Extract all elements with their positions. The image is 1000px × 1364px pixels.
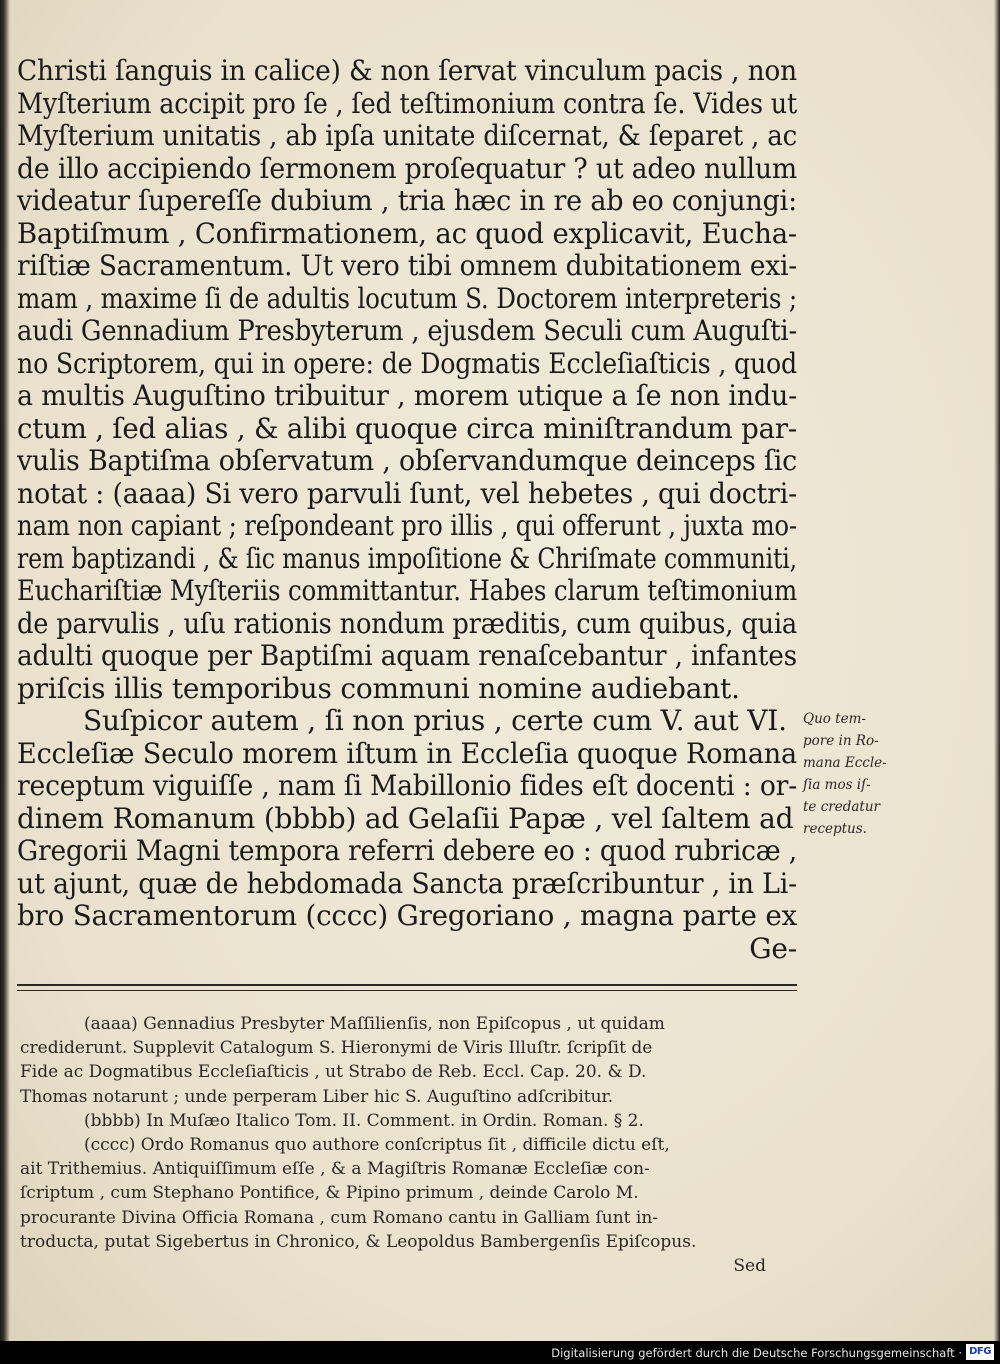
footnote-separator-rule — [17, 984, 797, 991]
text-line: videatur ſupereſſe dubium , tria hæc in re ab eo conjungi: — [17, 185, 797, 217]
text-line: vulis Baptiſma obſervatum , obſervandumque deinceps ſic — [17, 445, 797, 477]
text-line: de illo accipiendo ſermonem proſequatur ? ut adeo nullum — [17, 152, 797, 185]
page-edge-shadow-left — [0, 0, 10, 1341]
text-line: Baptiſmum , Confirmationem, ac quod explicavit, Eucha- — [17, 217, 797, 250]
footnote-line: (bbbb) In Muſæo Italico Tom. II. Comment. in Ordin. Roman. § 2. — [84, 1110, 644, 1131]
footnote-line: ſcriptum , cum Stephano Pontifice, & Pipino primum , deinde Carolo M. — [20, 1183, 639, 1204]
marginal-line: ſia mos iſ- — [803, 777, 871, 793]
marginal-line: Quo tem- — [803, 711, 866, 727]
footnote-line: troducta, putat Sigebertus in Chronico, & Leopoldus Bambergenſis Epiſcopus. — [20, 1231, 697, 1252]
text-line: Myſterium accipit pro ſe , ſed teſtimonium contra ſe. Vides ut — [17, 87, 797, 120]
text-line: adulti quoque per Baptiſmi aquam renaſcebantur , infantes — [17, 640, 797, 672]
text-line: Myſterium unitatis , ab ipſa unitate diſcernat, & ſeparet , ac — [17, 120, 797, 152]
marginal-line: mana Eccle- — [803, 755, 887, 771]
text-line: Gregorii Magni tempora referri debere eo : quod rubricæ , — [17, 835, 797, 867]
text-line: Christi ſanguis in calice) & non ſervat vinculum pacis , non — [17, 55, 797, 87]
marginal-line: pore in Ro- — [803, 733, 879, 749]
text-line: Eccleſiæ Seculo morem iſtum in Eccleſia quoque Romana — [17, 737, 797, 770]
main-text-block — [17, 55, 797, 965]
marginal-line: te credatur — [803, 799, 880, 815]
footnote-line: (cccc) Ordo Romanus quo authore conſcriptus ſit , difficile dictu eſt, — [84, 1134, 670, 1155]
text-line: riſtiæ Sacramentum. Ut vero tibi omnem dubitationem exi- — [17, 250, 797, 282]
footnote-line: crediderunt. Supplevit Catalogum S. Hieronymi de Viris Illuſtr. ſcripſit de — [20, 1038, 653, 1059]
catchword: Ge- — [749, 932, 797, 965]
text-line: mam , maxime ſi de adultis locutum S. Doctorem interpreteris ; — [17, 282, 797, 315]
footnote-catchword: Sed — [733, 1255, 766, 1276]
footnote-line: Fide ac Dogmatibus Eccleſiaſticis , ut Strabo de Reb. Eccl. Cap. 20. & D. — [20, 1062, 647, 1083]
footnote-line: procurante Divina Officia Romana , cum Romano cantu in Galliam ſunt in- — [20, 1207, 659, 1228]
footnotes-block — [20, 1012, 796, 1278]
marginal-line: receptus. — [803, 821, 867, 837]
footnote-line: ait Trithemius. Antiquiſſimum eſſe , & a Magiſtris Romanæ Eccleſiæ con- — [20, 1159, 650, 1180]
paragraph-start-line: Suſpicor autem , ſi non prius , certe cum V. aut VI. — [83, 705, 787, 737]
page-edge-shadow-right — [994, 0, 1000, 1341]
text-line: bro Sacramentorum (cccc) Gregoriano , magna parte ex — [17, 900, 797, 932]
text-line: nam non capiant ; reſpondeant pro illis , qui offerunt , juxta mo- — [17, 510, 797, 542]
text-line: de parvulis , uſu rationis nondum præditis, cum quibus, quia — [17, 607, 797, 640]
dfg-logo-icon: DFG — [966, 1344, 994, 1360]
marginal-note — [803, 708, 933, 840]
text-line: Euchariſtiæ Myſteriis committantur. Habes clarum teſtimonium — [17, 575, 797, 607]
funding-credit: Digitalisierung gefördert durch die Deutsche Forschungsgemeinschaft · — [551, 1346, 962, 1360]
text-line: a multis Auguſtino tribuitur , morem utique a ſe non indu- — [17, 380, 797, 412]
text-line: rem baptizandi , & ſic manus impoſitione & Chriſmate communiti, — [17, 542, 797, 575]
text-line: dinem Romanum (bbbb) ad Gelaſii Papæ , vel ſaltem ad — [17, 802, 794, 835]
text-line: audi Gennadium Presbyterum , ejusdem Seculi cum Auguſti- — [17, 315, 797, 347]
text-line: priſcis illis temporibus communi nomine audiebant. — [17, 672, 740, 705]
text-line: ut ajunt, quæ de hebdomada Sancta præſcribuntur , in Li- — [17, 867, 797, 900]
text-line: no Scriptorem, qui in opere: de Dogmatis Eccleſiaſticis , quod — [17, 347, 797, 380]
text-line: receptum viguiſſe , nam ſi Mabillonio fides eſt docenti : or- — [17, 770, 797, 802]
text-line: ctum , ſed alias , & alibi quoque circa miniſtrandum par- — [17, 412, 797, 445]
footnote-line: Thomas notarunt ; unde perperam Liber hic S. Auguſtino adſcribitur. — [20, 1086, 614, 1107]
footnote-line: (aaaa) Gennadius Presbyter Maſſilienſis, non Epiſcopus , ut quidam — [84, 1014, 665, 1034]
text-line: notat : (aaaa) Si vero parvuli ſunt, vel hebetes , qui doctri- — [17, 477, 797, 510]
